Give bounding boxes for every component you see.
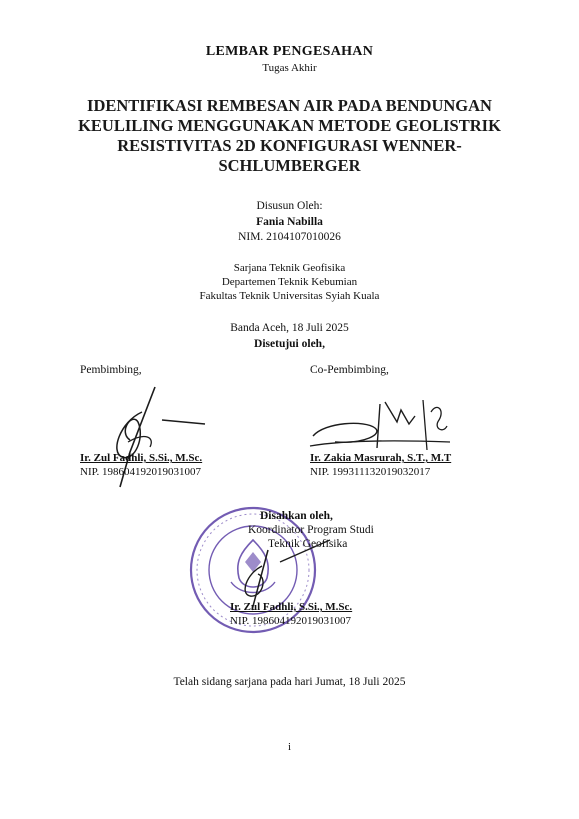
title-line: RESISTIVITAS 2D KONFIGURASI WENNER- bbox=[117, 136, 462, 155]
program-name: Teknik Geofisika bbox=[268, 538, 348, 550]
place-date: Banda Aceh, 18 Juli 2025 bbox=[230, 322, 349, 334]
supervisor-nip: NIP. 198604192019031007 bbox=[80, 466, 202, 478]
author-nim: NIM. 2104107010026 bbox=[238, 231, 341, 243]
title-line: KEULILING MENGGUNAKAN METODE GEOLISTRIK bbox=[78, 116, 501, 135]
faculty: Fakultas Teknik Universitas Syiah Kuala bbox=[199, 290, 380, 302]
coordinator-nip: NIP. 198604192019031007 bbox=[230, 615, 352, 627]
supervisor-name: Ir. Zul Fadhli, S.Si., M.Sc. bbox=[80, 452, 203, 464]
co-supervisor-nip: NIP. 199311132019032017 bbox=[310, 466, 431, 478]
study-program: Sarjana Teknik Geofisika bbox=[233, 262, 346, 274]
co-supervisor-name: Ir. Zakia Masrurah, S.T., M.T bbox=[310, 452, 452, 464]
co-supervisor-label: Co-Pembimbing, bbox=[310, 364, 389, 376]
coordinator-name: Ir. Zul Fadhli, S.Si., M.Sc. bbox=[230, 601, 353, 613]
ratified-label: Disahkan oleh, bbox=[260, 510, 333, 522]
title-line: SCHLUMBERGER bbox=[218, 156, 361, 175]
department: Departemen Teknik Kebumian bbox=[221, 276, 358, 288]
page-number: i bbox=[287, 741, 292, 753]
co-supervisor-signature bbox=[305, 392, 455, 458]
approved-label: Disetujui oleh, bbox=[254, 338, 325, 350]
supervisor-label: Pembimbing, bbox=[80, 364, 142, 376]
title-line: IDENTIFIKASI REMBESAN AIR PADA BENDUNGAN bbox=[87, 96, 492, 115]
compiled-by-label: Disusun Oleh: bbox=[256, 200, 323, 212]
document-type: Tugas Akhir bbox=[262, 62, 317, 74]
defense-note: Telah sidang sarjana pada hari Jumat, 18 Juli 2025 bbox=[173, 676, 406, 688]
author-name: Fania Nabilla bbox=[256, 216, 323, 228]
coordinator-title: Koordinator Program Studi bbox=[248, 524, 374, 536]
thesis-title bbox=[0, 96, 579, 176]
sheet-title: LEMBAR PENGESAHAN bbox=[205, 44, 374, 59]
